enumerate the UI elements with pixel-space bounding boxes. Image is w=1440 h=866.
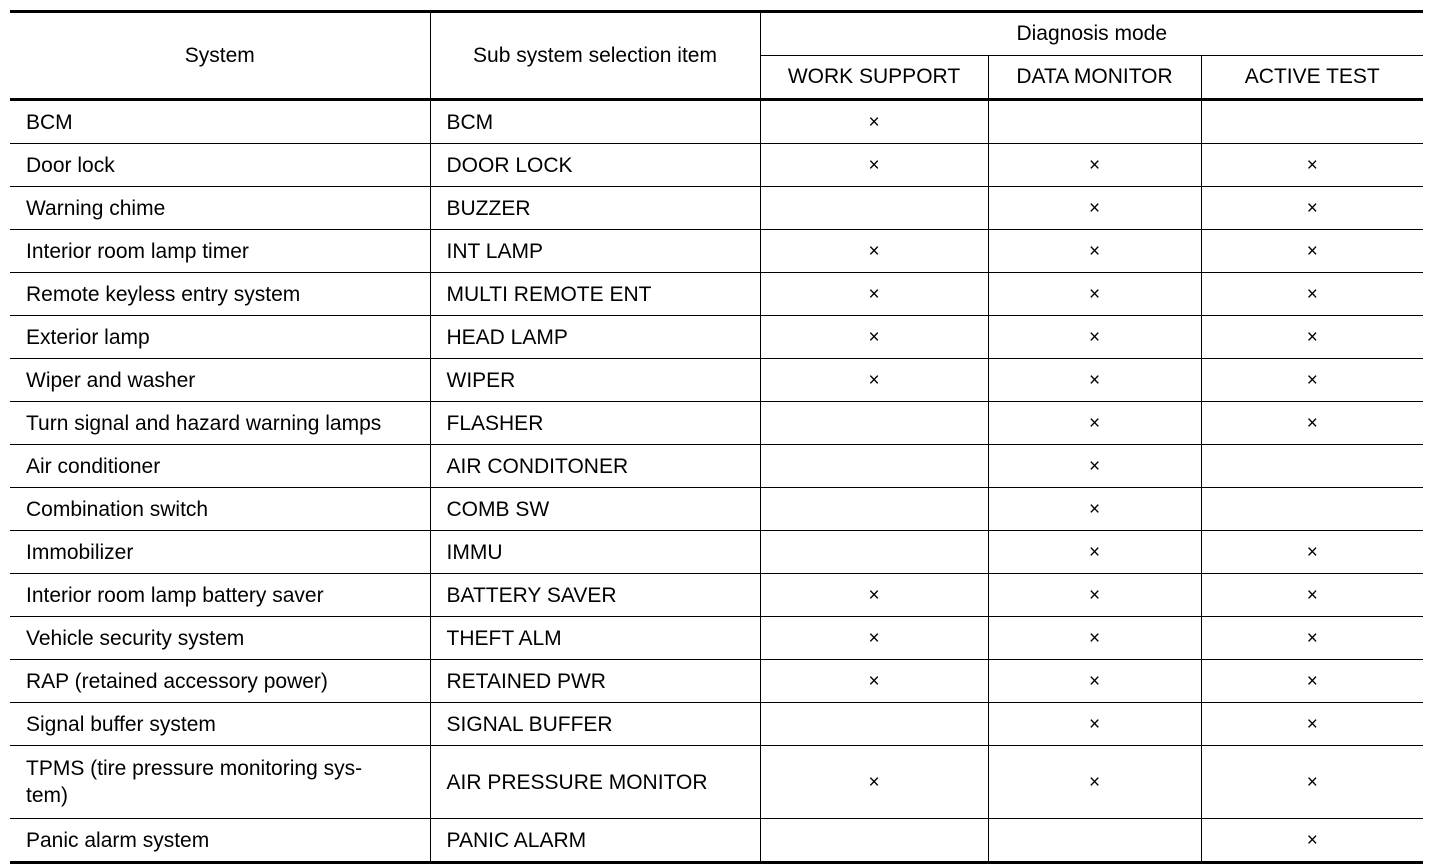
cell-system: Interior room lamp battery saver: [10, 574, 430, 617]
cell-data-monitor: ×: [988, 703, 1201, 746]
table-row: [10, 402, 1423, 445]
cell-work-support: ×: [760, 144, 988, 187]
cell-data-monitor: ×: [988, 617, 1201, 660]
table-row: [10, 488, 1423, 531]
cell-work-support: [760, 402, 988, 445]
cell-work-support: [760, 488, 988, 531]
cell-sub-system: THEFT ALM: [430, 617, 760, 660]
cell-sub-system: PANIC ALARM: [430, 819, 760, 863]
cell-sub-system: SIGNAL BUFFER: [430, 703, 760, 746]
cell-sub-system: AIR PRESSURE MONITOR: [430, 746, 760, 819]
cell-system: Panic alarm system: [10, 819, 430, 863]
cell-work-support: ×: [760, 316, 988, 359]
cell-active-test: ×: [1201, 316, 1423, 359]
cell-work-support: [760, 531, 988, 574]
cell-work-support: ×: [760, 660, 988, 703]
cell-system: Interior room lamp timer: [10, 230, 430, 273]
cell-system: TPMS (tire pressure monitoring sys- tem): [10, 746, 430, 819]
cell-work-support: ×: [760, 359, 988, 402]
cell-data-monitor: ×: [988, 402, 1201, 445]
table-row: [10, 359, 1423, 402]
cell-sub-system: IMMU: [430, 531, 760, 574]
cell-work-support: [760, 819, 988, 863]
cell-sub-system: FLASHER: [430, 402, 760, 445]
header-sub-system: Sub system selection item: [430, 12, 760, 100]
header-row-top: [10, 12, 1423, 56]
cell-system: Door lock: [10, 144, 430, 187]
cell-sub-system: BCM: [430, 100, 760, 144]
cell-active-test: ×: [1201, 574, 1423, 617]
header-data-monitor: DATA MONITOR: [988, 56, 1201, 100]
header-diagnosis-mode: Diagnosis mode: [760, 12, 1423, 56]
cell-active-test: ×: [1201, 144, 1423, 187]
cell-system: Remote keyless entry system: [10, 273, 430, 316]
table-row: [10, 445, 1423, 488]
cell-work-support: ×: [760, 230, 988, 273]
cell-work-support: ×: [760, 574, 988, 617]
cell-data-monitor: ×: [988, 359, 1201, 402]
table-row: [10, 574, 1423, 617]
cell-sub-system: COMB SW: [430, 488, 760, 531]
table-row: [10, 187, 1423, 230]
table-row: [10, 703, 1423, 746]
cell-active-test: ×: [1201, 273, 1423, 316]
cell-data-monitor: ×: [988, 445, 1201, 488]
cell-system: Air conditioner: [10, 445, 430, 488]
table-row: [10, 531, 1423, 574]
cell-data-monitor: ×: [988, 531, 1201, 574]
cell-data-monitor: ×: [988, 660, 1201, 703]
cell-active-test: ×: [1201, 703, 1423, 746]
cell-work-support: ×: [760, 746, 988, 819]
cell-system: RAP (retained accessory power): [10, 660, 430, 703]
cell-active-test: [1201, 445, 1423, 488]
cell-sub-system: RETAINED PWR: [430, 660, 760, 703]
cell-work-support: [760, 703, 988, 746]
cell-system: Warning chime: [10, 187, 430, 230]
cell-work-support: ×: [760, 100, 988, 144]
cell-sub-system: AIR CONDITONER: [430, 445, 760, 488]
cell-system: Combination switch: [10, 488, 430, 531]
cell-active-test: ×: [1201, 617, 1423, 660]
table-row: [10, 100, 1423, 144]
cell-system: Vehicle security system: [10, 617, 430, 660]
cell-data-monitor: [988, 100, 1201, 144]
table-row: [10, 230, 1423, 273]
cell-system: Signal buffer system: [10, 703, 430, 746]
cell-sub-system: MULTI REMOTE ENT: [430, 273, 760, 316]
diagnosis-mode-table: [10, 10, 1423, 864]
cell-active-test: [1201, 488, 1423, 531]
header-system: System: [10, 12, 430, 100]
cell-active-test: ×: [1201, 359, 1423, 402]
cell-active-test: ×: [1201, 660, 1423, 703]
cell-work-support: [760, 187, 988, 230]
cell-sub-system: DOOR LOCK: [430, 144, 760, 187]
cell-sub-system: HEAD LAMP: [430, 316, 760, 359]
cell-system: Immobilizer: [10, 531, 430, 574]
header-active-test: ACTIVE TEST: [1201, 56, 1423, 100]
cell-system: Turn signal and hazard warning lamps: [10, 402, 430, 445]
cell-sub-system: WIPER: [430, 359, 760, 402]
cell-sub-system: INT LAMP: [430, 230, 760, 273]
cell-active-test: ×: [1201, 746, 1423, 819]
table-header: [10, 12, 1423, 100]
cell-active-test: ×: [1201, 819, 1423, 863]
cell-active-test: ×: [1201, 187, 1423, 230]
cell-active-test: ×: [1201, 230, 1423, 273]
cell-data-monitor: ×: [988, 273, 1201, 316]
cell-active-test: ×: [1201, 402, 1423, 445]
table-body: [10, 100, 1423, 863]
table-row: [10, 660, 1423, 703]
cell-data-monitor: [988, 819, 1201, 863]
cell-sub-system: BUZZER: [430, 187, 760, 230]
cell-data-monitor: ×: [988, 488, 1201, 531]
table-row: [10, 819, 1423, 863]
cell-data-monitor: ×: [988, 187, 1201, 230]
table-row: [10, 144, 1423, 187]
cell-active-test: ×: [1201, 531, 1423, 574]
table-row: [10, 746, 1423, 819]
cell-work-support: ×: [760, 273, 988, 316]
cell-work-support: [760, 445, 988, 488]
cell-active-test: [1201, 100, 1423, 144]
cell-data-monitor: ×: [988, 144, 1201, 187]
cell-data-monitor: ×: [988, 316, 1201, 359]
cell-system: Exterior lamp: [10, 316, 430, 359]
cell-data-monitor: ×: [988, 230, 1201, 273]
cell-data-monitor: ×: [988, 746, 1201, 819]
cell-system: Wiper and washer: [10, 359, 430, 402]
cell-work-support: ×: [760, 617, 988, 660]
table-row: [10, 316, 1423, 359]
cell-data-monitor: ×: [988, 574, 1201, 617]
cell-sub-system: BATTERY SAVER: [430, 574, 760, 617]
header-work-support: WORK SUPPORT: [760, 56, 988, 100]
table-row: [10, 617, 1423, 660]
cell-system: BCM: [10, 100, 430, 144]
table-row: [10, 273, 1423, 316]
